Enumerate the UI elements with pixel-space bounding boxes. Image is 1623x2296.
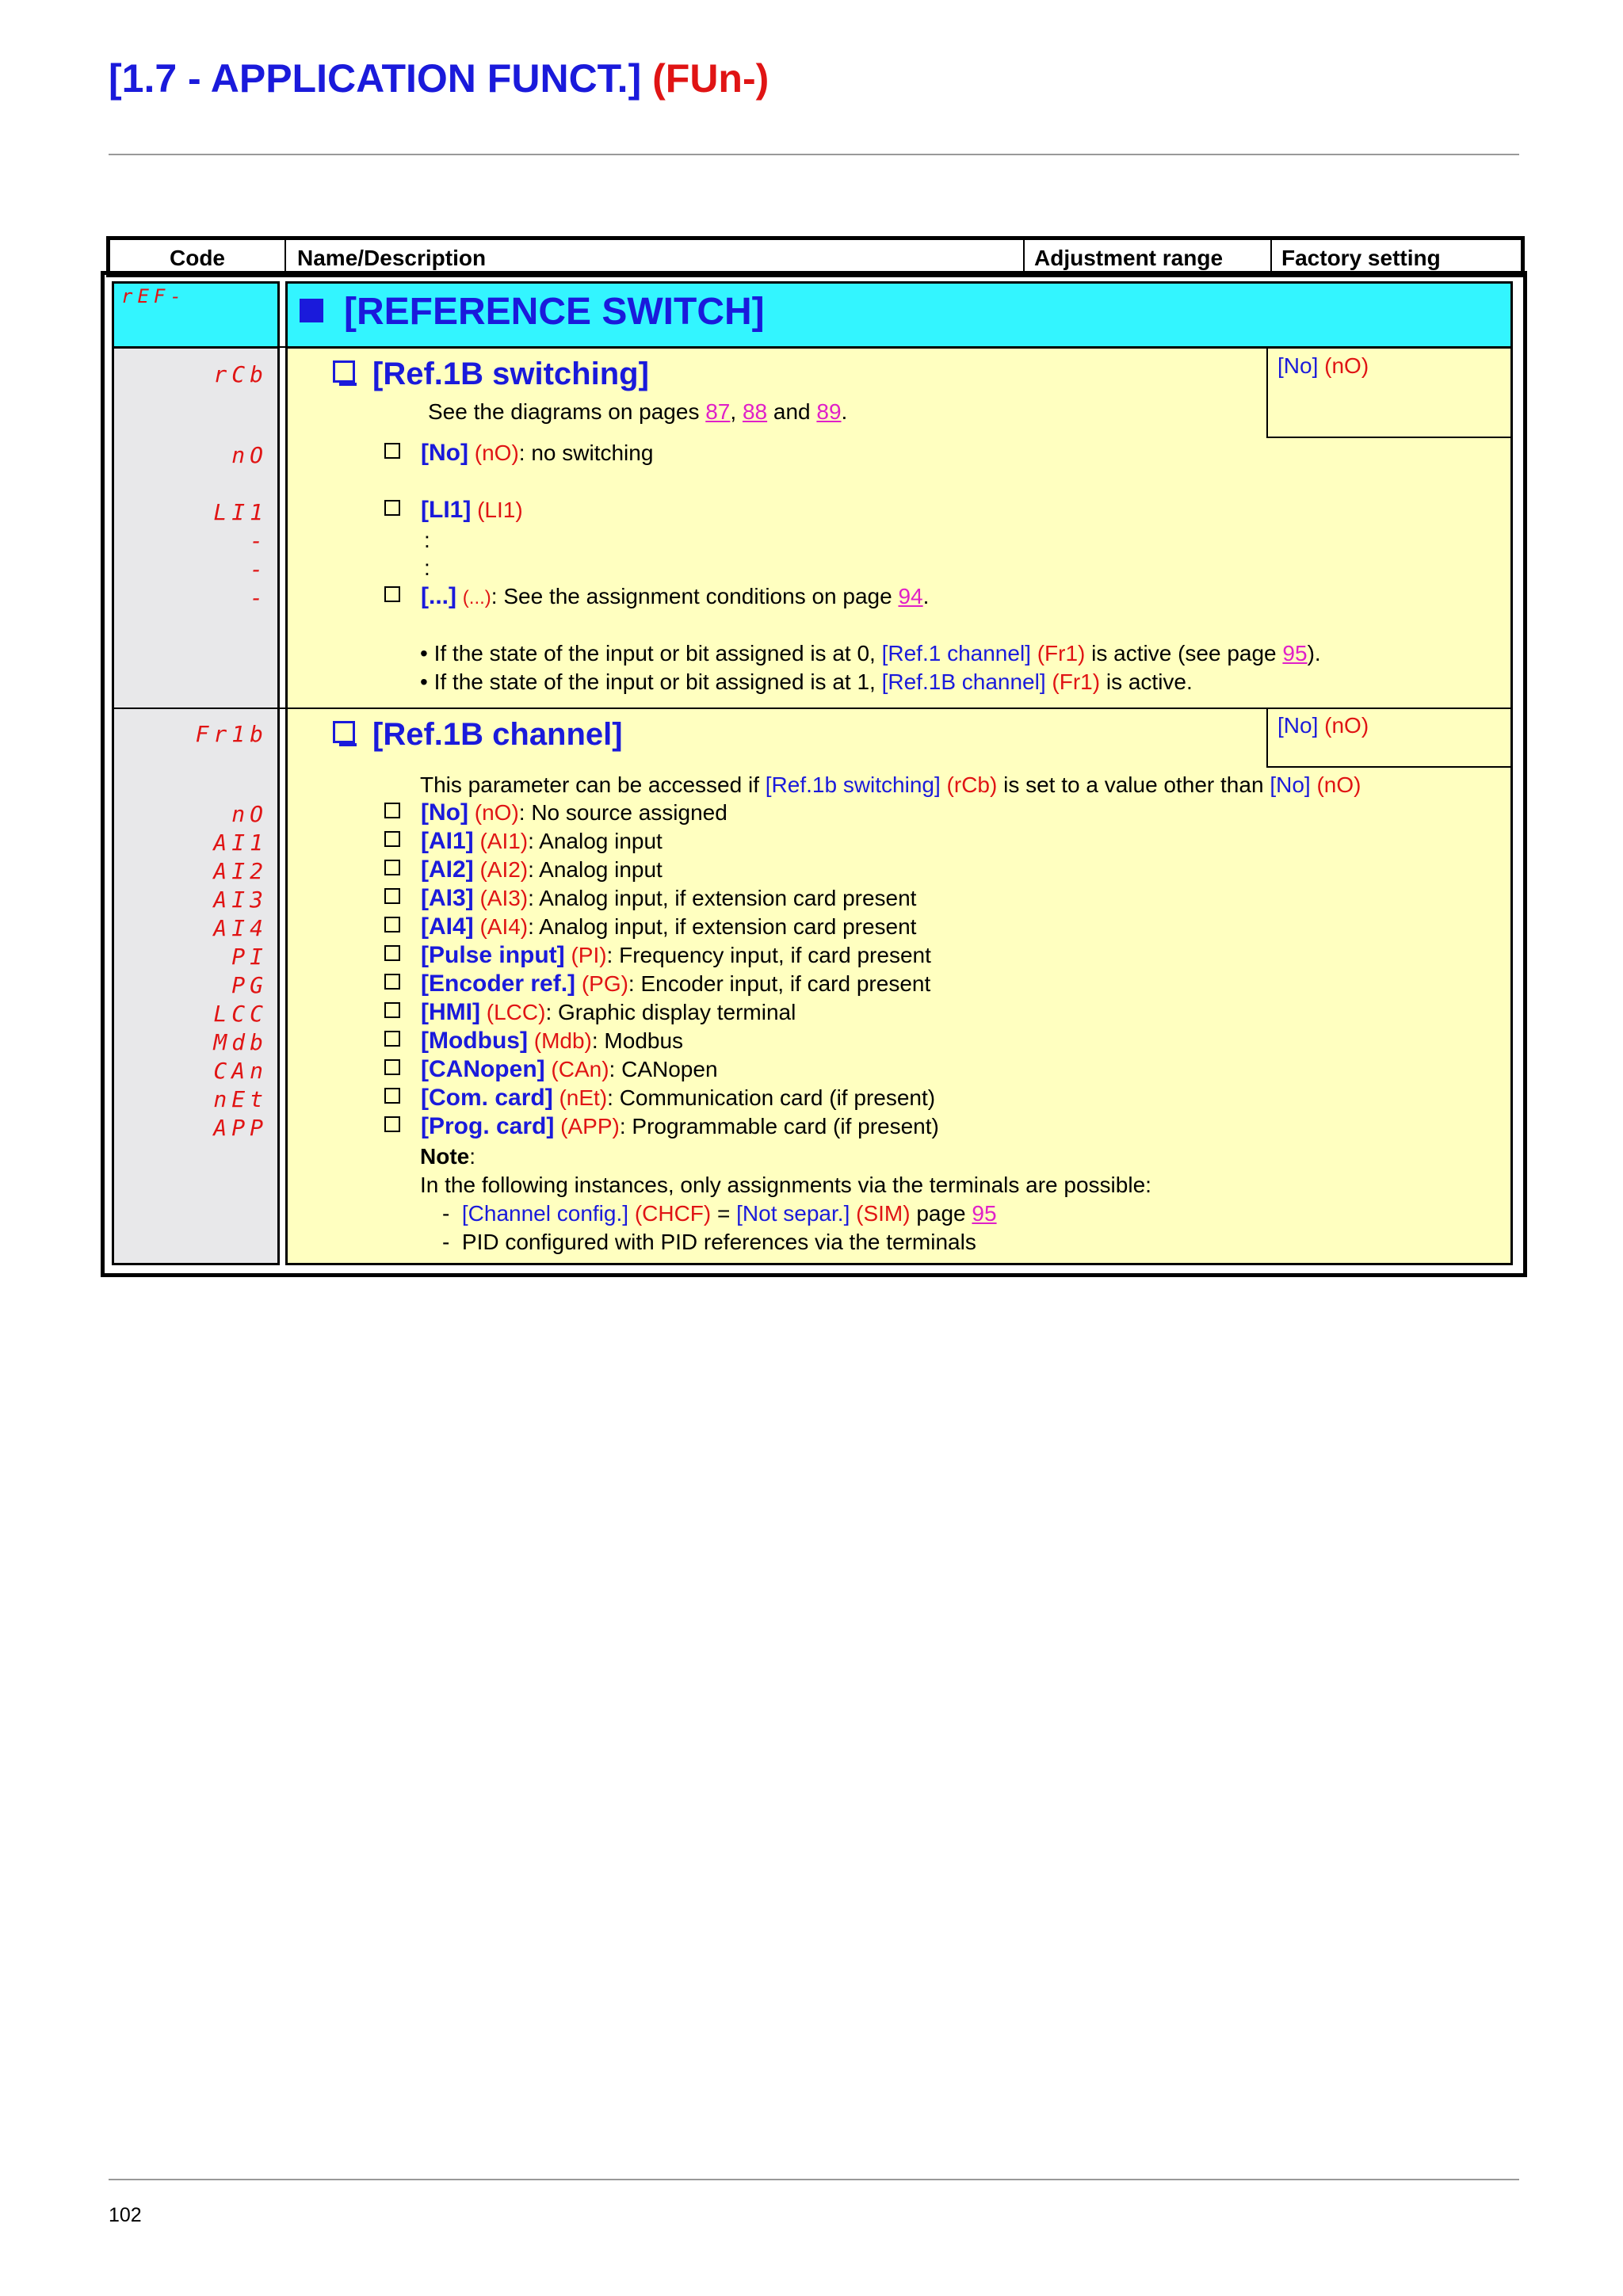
option-desc: : Frequency input, if card present xyxy=(606,943,931,967)
option-label: [No] xyxy=(421,440,468,466)
param-title-text: [Ref.1B switching] xyxy=(372,357,649,391)
factory-value: [No] xyxy=(1277,713,1319,738)
section-title-text: [REFERENCE SWITCH] xyxy=(344,291,765,333)
header-name: Name/Description xyxy=(297,246,487,270)
option-desc: : Communication card (if present) xyxy=(607,1085,936,1110)
option-box-icon xyxy=(384,888,400,904)
option-code: AI2 xyxy=(213,858,268,884)
factory-setting-rcb xyxy=(1277,353,1369,379)
option-box-icon xyxy=(384,1116,400,1132)
option-abbr: (AI1) xyxy=(479,829,529,853)
option-item xyxy=(384,1085,935,1112)
access-condition xyxy=(420,772,1361,799)
option-item xyxy=(384,942,931,969)
page-title xyxy=(109,55,769,101)
page-link[interactable]: 95 xyxy=(1282,641,1308,666)
page-link[interactable]: 87 xyxy=(705,399,731,424)
option-label: [AI1] xyxy=(421,828,474,854)
option-box-icon xyxy=(384,443,400,459)
page-link[interactable]: 94 xyxy=(898,584,923,608)
note-text-item: PID configured with PID references via the terminals xyxy=(461,1230,976,1254)
option-code: nEt xyxy=(213,1086,268,1112)
factory-value: [No] xyxy=(1277,353,1319,378)
page-link[interactable]: 95 xyxy=(972,1201,997,1226)
option-code: APP xyxy=(213,1115,268,1141)
bullet-dot-icon: • xyxy=(420,641,428,666)
option-code-dash: - xyxy=(250,585,268,611)
option-abbr: (AI2) xyxy=(479,857,529,882)
option-box-icon xyxy=(384,974,400,990)
option-desc: : Encoder input, if card present xyxy=(628,971,931,996)
option-item xyxy=(384,799,727,826)
factory-setting-fr1b xyxy=(1277,713,1369,738)
option-label: [CANopen] xyxy=(421,1056,545,1082)
option-code: Mdb xyxy=(213,1029,268,1055)
note-item xyxy=(442,1229,976,1256)
access-val: [No] xyxy=(1270,772,1311,797)
option-abbr: (APP) xyxy=(560,1114,620,1138)
option-item xyxy=(384,1056,718,1083)
note-eq: = xyxy=(717,1201,731,1226)
param-title-fr1b xyxy=(333,717,623,753)
header-factory: Factory setting xyxy=(1281,246,1441,270)
option-label: [AI3] xyxy=(421,885,474,911)
option-code: PI xyxy=(231,944,268,970)
option-abbr: (...) xyxy=(462,587,491,608)
option-label: [...] xyxy=(421,583,456,609)
option-box-icon xyxy=(384,1031,400,1047)
note-val: [Not separ.] xyxy=(736,1201,850,1226)
option-item xyxy=(384,583,929,612)
option-abbr: (Mdb) xyxy=(533,1028,592,1053)
see-diagrams-text xyxy=(428,399,847,425)
option-item xyxy=(384,1113,939,1140)
option-label: [Com. card] xyxy=(421,1085,553,1111)
page-link[interactable]: 89 xyxy=(816,399,842,424)
header-divider xyxy=(1270,240,1272,275)
factory-code: (nO) xyxy=(1324,713,1369,738)
bullet-pre: If the state of the input or bit assigned is at 1, xyxy=(433,669,876,694)
header-divider xyxy=(285,240,286,275)
option-desc: : Modbus xyxy=(591,1028,684,1053)
option-box-icon xyxy=(384,945,400,961)
param-title-rcb xyxy=(333,357,649,392)
bullet-ref: [Ref.1 channel] xyxy=(881,641,1031,666)
option-item xyxy=(384,913,916,940)
option-label: [HMI] xyxy=(421,999,480,1025)
bullet-post: is active (see page xyxy=(1091,641,1277,666)
period: . xyxy=(922,584,930,608)
option-abbr: (LCC) xyxy=(486,1000,546,1024)
option-code: nO xyxy=(231,801,268,827)
option-code: CAn xyxy=(213,1058,268,1084)
factory-code: (nO) xyxy=(1324,353,1369,378)
bullet-ref: [Ref.1B channel] xyxy=(881,669,1046,694)
separator: , xyxy=(730,399,737,424)
option-code: nO xyxy=(231,442,268,468)
square-bullet-icon xyxy=(300,299,323,322)
top-divider xyxy=(109,154,1519,155)
page-link[interactable]: 88 xyxy=(742,399,768,424)
option-box-icon xyxy=(384,1059,400,1075)
option-label: [AI2] xyxy=(421,856,474,883)
option-abbr: (nO) xyxy=(474,441,519,465)
section-code: rEF- xyxy=(121,285,186,307)
option-label: [LI1] xyxy=(421,497,472,523)
header-range: Adjustment range xyxy=(1034,246,1224,270)
note-ref: [Channel config.] xyxy=(461,1201,629,1226)
note-text: In the following instances, only assignments via the terminals are possible: xyxy=(420,1173,1151,1197)
option-item xyxy=(384,1028,683,1055)
note-colon: : xyxy=(469,1144,476,1169)
option-desc: : Analog input xyxy=(528,829,663,853)
option-code: AI3 xyxy=(213,887,268,913)
header-divider xyxy=(1023,240,1025,275)
option-abbr: (PG) xyxy=(581,971,628,996)
ellipsis-colon: : xyxy=(424,528,430,552)
option-desc: : Analog input xyxy=(528,857,663,882)
see-prefix: See the diagrams on pages xyxy=(428,399,700,424)
option-label: [No] xyxy=(421,799,468,826)
option-item xyxy=(384,828,663,855)
option-desc: : Analog input, if extension card present xyxy=(528,914,917,939)
option-label: [Modbus] xyxy=(421,1028,528,1054)
option-box-icon xyxy=(384,860,400,875)
option-desc: : Analog input, if extension card present xyxy=(528,886,917,910)
option-item xyxy=(384,497,523,524)
option-desc: : Programmable card (if present) xyxy=(619,1114,939,1138)
option-abbr: (nO) xyxy=(474,800,519,825)
option-label: [AI4] xyxy=(421,913,474,940)
option-code: AI4 xyxy=(213,915,268,941)
option-box-icon xyxy=(384,917,400,933)
option-item xyxy=(384,971,930,997)
checkbox-bullet-icon xyxy=(333,721,355,743)
param-code-fr1b: Fr1b xyxy=(195,721,268,747)
dash-bullet: - xyxy=(442,1230,450,1254)
page-number: 102 xyxy=(109,2204,142,2226)
option-box-icon xyxy=(384,1002,400,1018)
note-heading xyxy=(420,1143,475,1170)
option-desc: : Graphic display terminal xyxy=(545,1000,796,1024)
option-box-icon xyxy=(384,500,400,516)
header-code: Code xyxy=(170,246,225,270)
option-item xyxy=(384,856,663,883)
option-label: [Encoder ref.] xyxy=(421,971,576,997)
option-box-icon xyxy=(384,586,400,602)
bullet-dot-icon: • xyxy=(420,669,428,694)
bullet-pre: If the state of the input or bit assigned is at 0, xyxy=(433,641,876,666)
note-page-word: page xyxy=(916,1201,966,1226)
bottom-divider xyxy=(109,2179,1519,2180)
option-code-dash: - xyxy=(250,556,268,582)
note-label: Note xyxy=(420,1144,470,1169)
option-desc: : No source assigned xyxy=(518,800,727,825)
option-label: [Prog. card] xyxy=(421,1113,555,1139)
access-ref: [Ref.1b switching] xyxy=(765,772,941,797)
checkbox-bullet-icon xyxy=(333,360,355,383)
bullet-item xyxy=(420,669,1193,696)
page-title-code: (FUn-) xyxy=(652,56,769,101)
bullet-end: ). xyxy=(1307,641,1321,666)
section-title xyxy=(300,290,765,334)
option-desc: : no switching xyxy=(518,441,654,465)
note-valcode: (SIM) xyxy=(856,1201,911,1226)
access-valcode: (nO) xyxy=(1316,772,1361,797)
ellipsis-colon: : xyxy=(424,555,430,580)
param-code-rcb: rCb xyxy=(213,361,268,387)
option-box-icon xyxy=(384,831,400,847)
bullet-post: is active. xyxy=(1106,669,1193,694)
period: . xyxy=(841,399,848,424)
access-code: (rCb) xyxy=(946,772,998,797)
option-box-icon xyxy=(384,1088,400,1104)
and-word: and xyxy=(773,399,811,424)
dash-bullet: - xyxy=(442,1201,450,1226)
param-title-text: [Ref.1B channel] xyxy=(372,717,623,752)
option-code: PG xyxy=(231,972,268,998)
option-abbr: (AI4) xyxy=(479,914,529,939)
option-code: LCC xyxy=(213,1001,268,1027)
option-item xyxy=(384,999,796,1026)
page-title-main: [1.7 - APPLICATION FUNCT.] xyxy=(109,56,642,101)
option-abbr: (CAn) xyxy=(551,1057,609,1081)
option-abbr: (PI) xyxy=(571,943,607,967)
option-abbr: (nEt) xyxy=(559,1085,608,1110)
option-desc: : See the assignment conditions on page xyxy=(491,584,892,608)
option-item xyxy=(384,885,916,912)
bullet-code: (Fr1) xyxy=(1052,669,1101,694)
option-box-icon xyxy=(384,803,400,818)
option-desc: : CANopen xyxy=(609,1057,718,1081)
option-label: [Pulse input] xyxy=(421,942,565,968)
note-item xyxy=(442,1200,997,1227)
bullet-item xyxy=(420,640,1321,667)
option-item xyxy=(384,440,653,467)
option-code: LI1 xyxy=(213,499,268,525)
access-mid: is set to a value other than xyxy=(1003,772,1264,797)
access-pre: This parameter can be accessed if xyxy=(420,772,759,797)
note-code: (CHCF) xyxy=(634,1201,712,1226)
bullet-code: (Fr1) xyxy=(1037,641,1086,666)
option-abbr: (AI3) xyxy=(479,886,529,910)
option-code: AI1 xyxy=(213,830,268,856)
option-abbr: (LI1) xyxy=(477,498,523,522)
option-code-dash: - xyxy=(250,528,268,554)
